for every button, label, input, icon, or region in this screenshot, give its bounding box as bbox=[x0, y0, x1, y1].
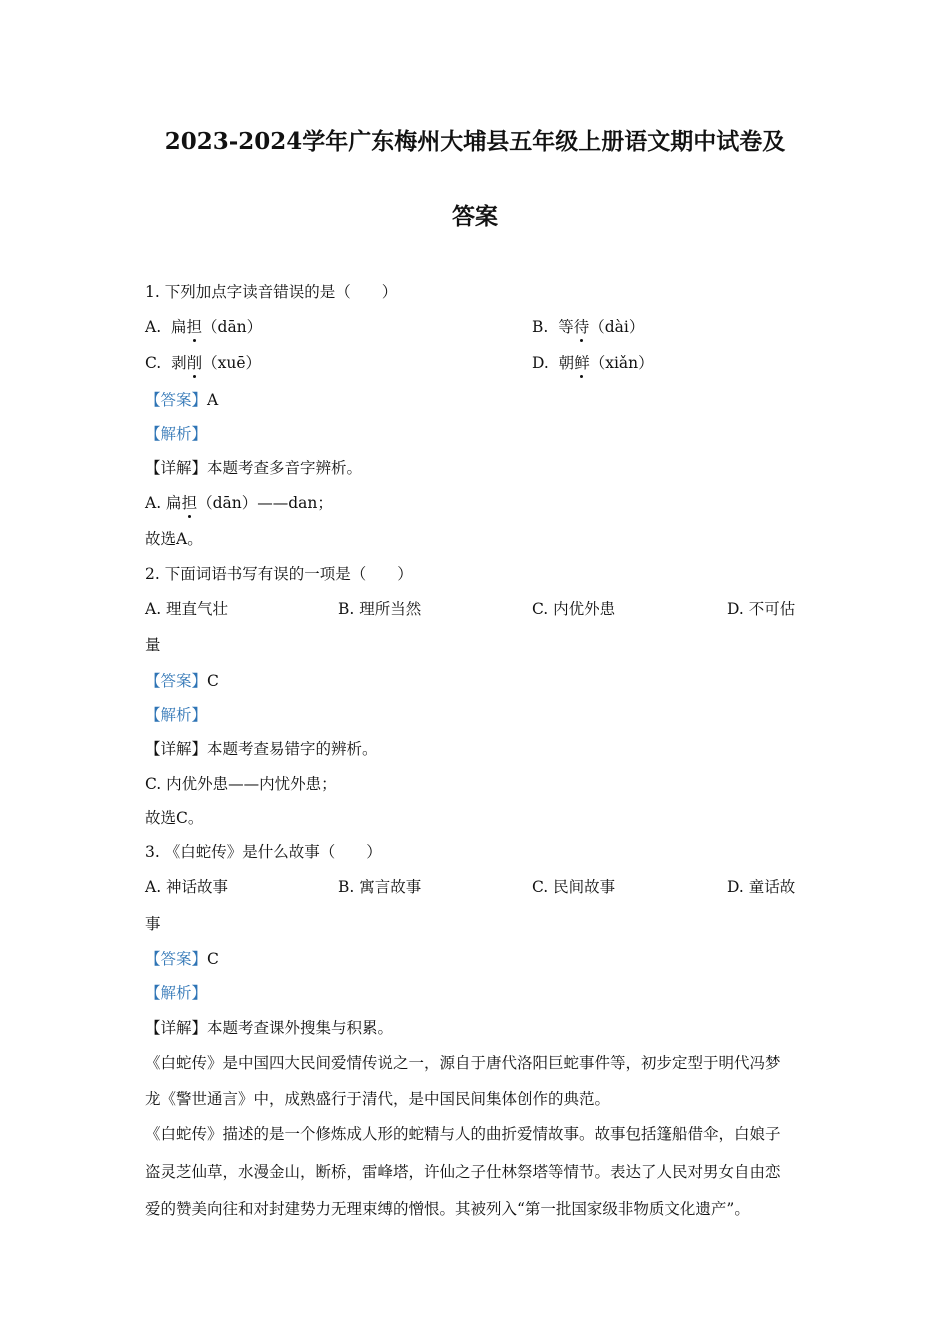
q1-conclusion: 故选A。 bbox=[145, 530, 203, 548]
q3-analysis-tag: 【解析】 bbox=[145, 984, 208, 1002]
q3-option-b: B. 寓言故事 bbox=[338, 878, 422, 896]
title-line-2: 答案 bbox=[452, 203, 498, 230]
q3-paragraph-line: 盗灵芝仙草，水漫金山，断桥，雷峰塔，许仙之子仕林祭塔等情节。表达了人民对男女自由恋 bbox=[145, 1163, 781, 1181]
q3-option-d: D. 童话故 bbox=[727, 878, 796, 896]
q2-option-c: C. 内优外患 bbox=[532, 600, 616, 618]
q1-stem: 1. 下列加点字读音错误的是（ ） bbox=[145, 283, 398, 301]
q3-detail: 【详解】本题考查课外搜集与积累。 bbox=[145, 1019, 394, 1037]
q1-option-b: B. 等待（dài） bbox=[532, 318, 645, 336]
q1-detail: 【详解】本题考查多音字辨析。 bbox=[145, 459, 363, 477]
q1-option-c: C. 剥削（xuē） bbox=[145, 354, 262, 372]
q2-detail: 【详解】本题考查易错字的辨析。 bbox=[145, 740, 378, 758]
q2-stem: 2. 下面词语书写有误的一项是（ ） bbox=[145, 565, 413, 583]
q2-option-d: D. 不可估 bbox=[727, 600, 796, 618]
q1-analysis-tag: 【解析】 bbox=[145, 425, 208, 443]
q3-option-d-wrap: 事 bbox=[145, 915, 161, 933]
q2-explanation: C. 内优外患——内忧外患； bbox=[145, 775, 337, 793]
q2-answer: 【答案】C bbox=[145, 672, 219, 690]
q3-paragraph-line: 《白蛇传》是中国四大民间爱情传说之一，源自于唐代洛阳巨蛇事件等，初步定型于明代冯梦 bbox=[145, 1054, 781, 1072]
q3-answer: 【答案】C bbox=[145, 950, 219, 968]
q3-option-c: C. 民间故事 bbox=[532, 878, 616, 896]
q2-conclusion: 故选C。 bbox=[145, 809, 204, 827]
q3-option-a: A. 神话故事 bbox=[145, 878, 229, 896]
q1-option-d: D. 朝鲜（xiǎn） bbox=[532, 354, 654, 372]
q1-option-a: A. 扁担（dān） bbox=[145, 318, 263, 336]
q1-explanation: A. 扁担（dān）——dan； bbox=[145, 494, 333, 512]
q2-analysis-tag: 【解析】 bbox=[145, 706, 208, 724]
q2-option-a: A. 理直气壮 bbox=[145, 600, 229, 618]
q3-paragraph-line: 爱的赞美向往和对封建势力无理束缚的憎恨。其被列入“第一批国家级非物质文化遗产”。 bbox=[145, 1200, 750, 1218]
q1-answer: 【答案】A bbox=[145, 391, 219, 409]
q3-paragraph-line: 龙《警世通言》中，成熟盛行于清代，是中国民间集体创作的典范。 bbox=[145, 1090, 611, 1108]
q2-option-b: B. 理所当然 bbox=[338, 600, 422, 618]
title-line-1: 2023-2024学年广东梅州大埔县五年级上册语文期中试卷及 bbox=[164, 128, 786, 155]
q3-stem: 3. 《白蛇传》是什么故事（ ） bbox=[145, 843, 382, 861]
q2-option-d-wrap: 量 bbox=[145, 636, 161, 654]
q3-paragraph-line: 《白蛇传》描述的是一个修炼成人形的蛇精与人的曲折爱情故事。故事包括篷船借伞，白娘子 bbox=[145, 1125, 781, 1143]
